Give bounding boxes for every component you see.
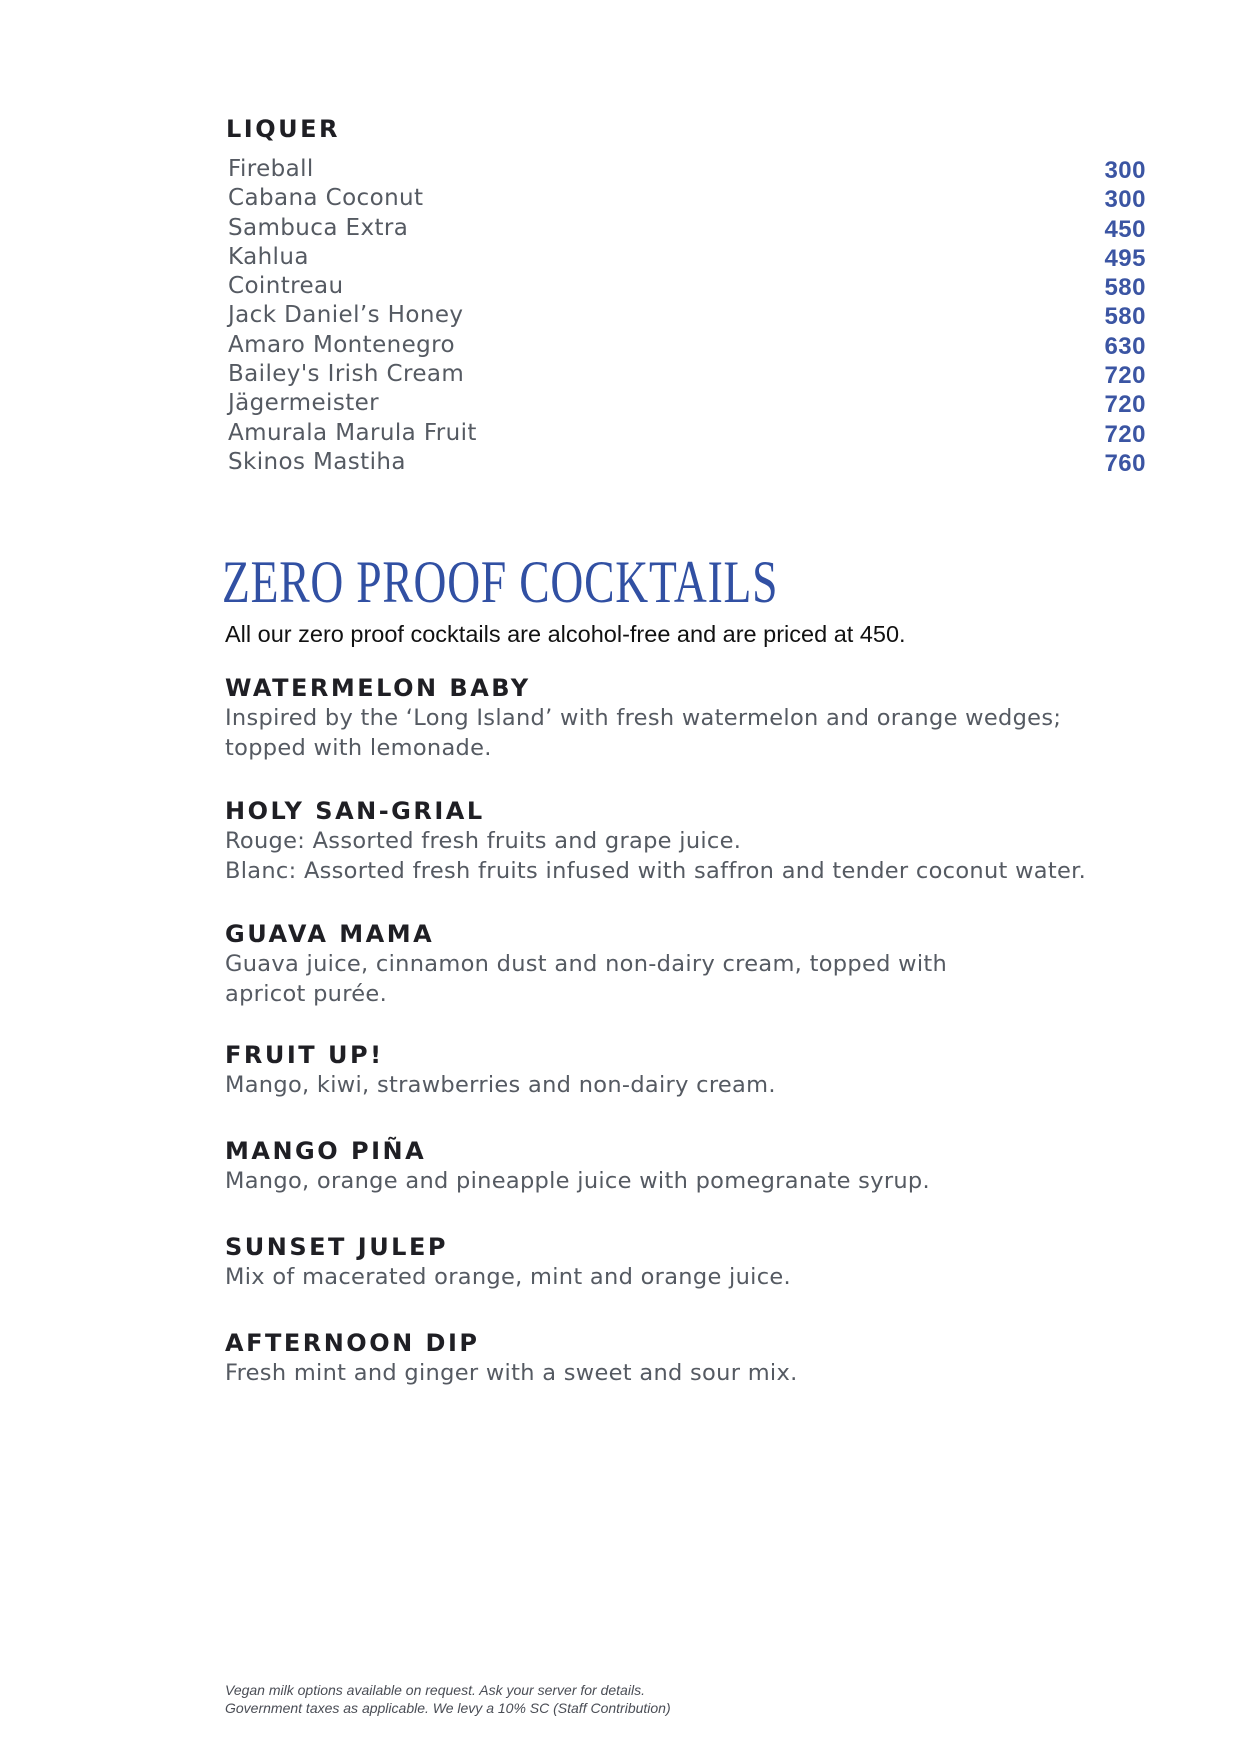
cocktail-name: HOLY SAN-GRIAL bbox=[225, 797, 485, 825]
item-price: 760 bbox=[1104, 449, 1146, 477]
list-item bbox=[228, 390, 1146, 419]
item-price: 720 bbox=[1104, 362, 1146, 390]
cocktail-item bbox=[225, 919, 1185, 1009]
list-item bbox=[228, 332, 1146, 361]
cocktail-description: Guava juice, cinnamon dust and non-dairy cream, topped with apricot purée. bbox=[225, 951, 948, 1007]
item-name: Cabana Coconut bbox=[228, 185, 424, 212]
list-item bbox=[228, 244, 1146, 273]
cocktail-name: AFTERNOON DIP bbox=[225, 1329, 480, 1357]
cocktail-name: SUNSET JULEP bbox=[225, 1233, 448, 1261]
section-intro: All our zero proof cocktails are alcohol-free and are priced at 450. bbox=[225, 621, 906, 647]
item-name: Bailey's Irish Cream bbox=[228, 361, 465, 388]
list-item bbox=[228, 302, 1146, 331]
item-price: 630 bbox=[1104, 332, 1146, 360]
list-item bbox=[228, 215, 1146, 244]
section-title: ZERO PROOF COCKTAILS bbox=[222, 549, 779, 615]
item-name: Fireball bbox=[228, 156, 314, 182]
cocktail-name: FRUIT UP! bbox=[225, 1041, 384, 1069]
cocktail-name: WATERMELON BABY bbox=[225, 674, 531, 702]
list-item bbox=[228, 273, 1146, 302]
cocktail-item bbox=[225, 796, 1185, 886]
item-name: Kahlua bbox=[228, 243, 309, 270]
cocktail-name: MANGO PIÑA bbox=[225, 1137, 427, 1165]
liquer-list bbox=[228, 156, 1146, 478]
cocktail-description: Inspired by the ‘Long Island’ with fresh watermelon and orange wedges; topped with lemonade. bbox=[225, 705, 1062, 761]
cocktail-item bbox=[225, 1328, 1185, 1388]
footer-line: Vegan milk options available on request. Ask your server for details. bbox=[225, 1682, 645, 1698]
item-name: Jack Daniel’s Honey bbox=[228, 302, 464, 329]
item-name: Jägermeister bbox=[228, 390, 380, 417]
list-item bbox=[228, 156, 1146, 185]
cocktail-item bbox=[225, 1040, 1185, 1100]
item-price: 580 bbox=[1104, 274, 1146, 302]
list-item bbox=[228, 185, 1146, 214]
cocktail-description: Fresh mint and ginger with a sweet and sour mix. bbox=[225, 1360, 798, 1386]
item-price: 580 bbox=[1104, 303, 1146, 331]
item-name: Amaro Montenegro bbox=[228, 331, 455, 358]
list-item bbox=[228, 449, 1146, 478]
item-name: Cointreau bbox=[228, 273, 344, 300]
cocktail-description: Rouge: Assorted fresh fruits and grape juice. Blanc: Assorted fresh fruits infused with saffron and tender coconut water. bbox=[225, 828, 1087, 884]
footer-note bbox=[225, 1681, 671, 1717]
cocktail-item bbox=[225, 1136, 1185, 1196]
item-price: 300 bbox=[1104, 186, 1146, 214]
item-price: 720 bbox=[1104, 391, 1146, 419]
item-name: Amurala Marula Fruit bbox=[228, 419, 477, 446]
cocktail-name: GUAVA MAMA bbox=[225, 920, 435, 948]
item-name: Sambuca Extra bbox=[228, 214, 409, 241]
item-name: Skinos Mastiha bbox=[228, 448, 406, 475]
item-price: 720 bbox=[1104, 420, 1146, 448]
cocktail-description: Mango, kiwi, strawberries and non-dairy cream. bbox=[225, 1072, 776, 1098]
cocktail-description: Mango, orange and pineapple juice with pomegranate syrup. bbox=[225, 1168, 930, 1194]
cocktail-item bbox=[225, 673, 1185, 763]
item-price: 300 bbox=[1104, 157, 1146, 184]
item-price: 450 bbox=[1104, 215, 1146, 243]
list-item bbox=[228, 361, 1146, 390]
footer-line: Government taxes as applicable. We levy a 10% SC (Staff Contribution) bbox=[225, 1700, 671, 1716]
cocktail-description: Mix of macerated orange, mint and orange juice. bbox=[225, 1264, 791, 1290]
item-price: 495 bbox=[1104, 244, 1146, 272]
list-item bbox=[228, 420, 1146, 449]
liquer-heading: LIQUER bbox=[226, 115, 340, 143]
cocktail-item bbox=[225, 1232, 1185, 1292]
